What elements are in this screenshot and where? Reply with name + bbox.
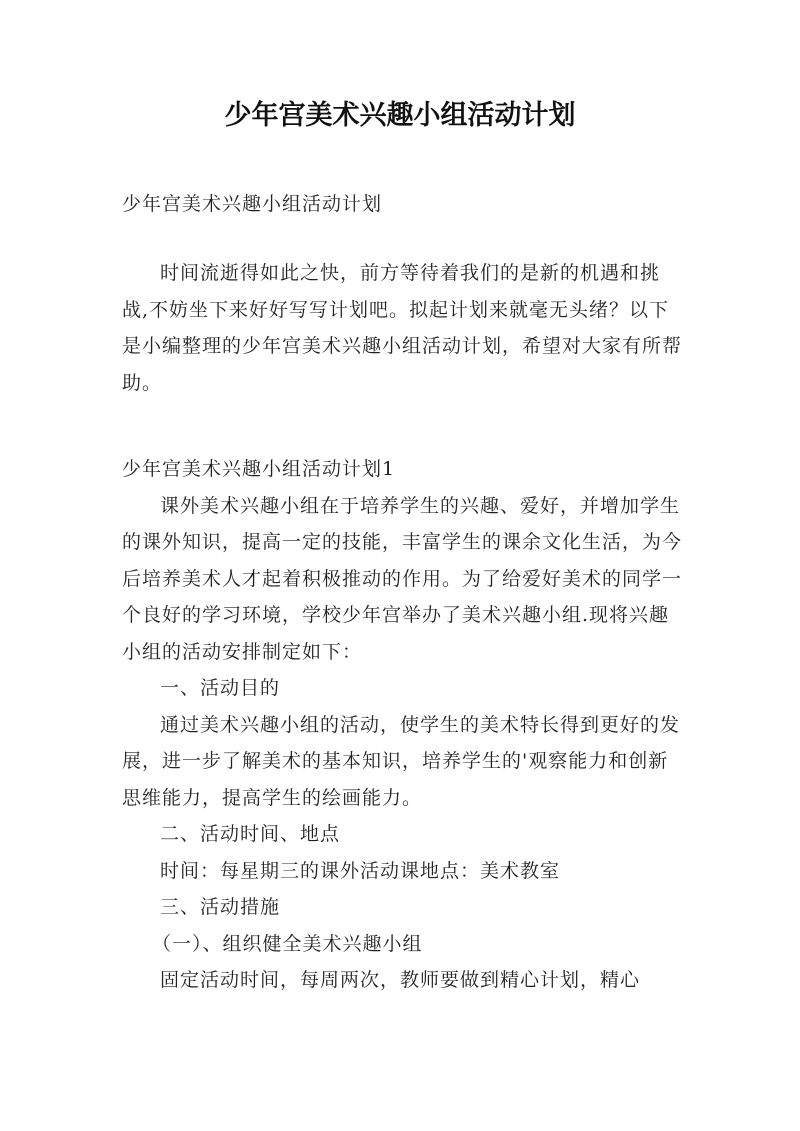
plan-section-1 <box>122 451 682 999</box>
section-paragraph-3: 固定活动时间，每周两次，教师要做到精心计划，精心 <box>160 969 641 991</box>
document-title: 少年宫美术兴趣小组活动计划 <box>224 100 576 131</box>
section-paragraph-2: 通过美术兴趣小组的活动，使学生的美术特长得到更好的发展，进一步了解美术的基本知识，培养学生的'观察能力和创新思维能力，提高学生的绘画能力。 <box>122 713 681 809</box>
section-title: 少年宫美术兴趣小组活动计划1 <box>122 458 396 480</box>
document-subtitle: 少年宫美术兴趣小组活动计划 <box>122 193 383 215</box>
time-place-line: 时间：每星期三的课外活动课地点：美术教室 <box>160 859 561 882</box>
heading-activity-purpose: 一、活动目的 <box>160 677 281 699</box>
heading-activity-measures: 三、活动措施 <box>160 896 281 918</box>
intro-paragraph: 时间流逝得如此之快，前方等待着我们的是新的机遇和挑战,不妨坐下来好好写写计划吧。拟起计划来就毫无头绪？以下是小编整理的少年宫美术兴趣小组活动计划，希望对大家有所帮助。 <box>122 262 683 394</box>
heading-time-place: 二、活动时间、地点 <box>160 823 341 845</box>
subheading-organize-group: （一）、组织健全美术兴趣小组 <box>152 932 423 955</box>
section-paragraph-1: 课外美术兴趣小组在于培养学生的兴趣、爱好，并增加学生的课外知识，提高一定的技能，丰富学生的课余文化生活，为今后培养美术人才起着积极推动的作用。为了给爱好美术的同学一个良好的学习环境，学校少年宫举办了美术兴趣小组.现将兴趣小组的活动安排制定如下： <box>122 494 683 663</box>
